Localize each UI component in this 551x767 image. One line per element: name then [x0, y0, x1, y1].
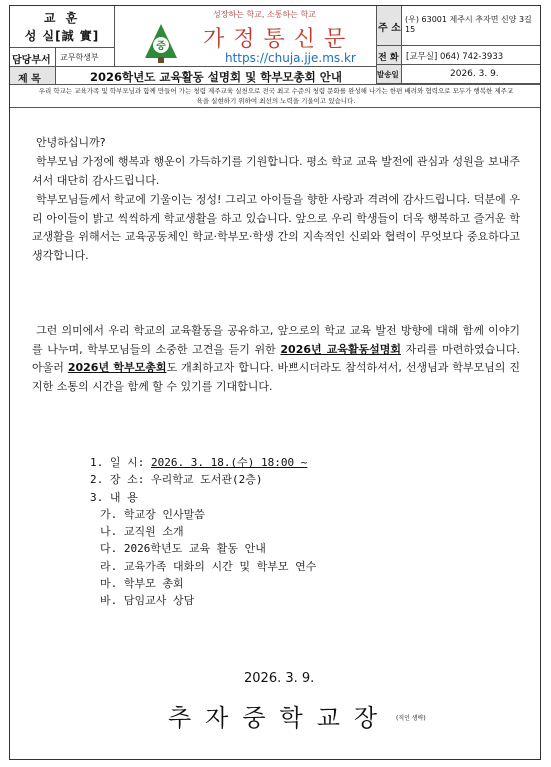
event-place: 2. 장 소: 우리학교 도서관(2층) [90, 473, 263, 487]
slogan: 성장하는 학교, 소통하는 학교 [213, 10, 316, 19]
brand-box [114, 6, 377, 67]
phone-value: [교무실] 064) 742-3933 [406, 52, 504, 62]
paragraph-2: 학부모님들께서 학교에 기울이는 정성! 그리고 아이들을 향한 사랑과 격려에 감사드립니다. 덕분에 우리 아이들이 밝고 씩씩하게 학교생활을 하고 있습니다. 앞으로 우리 학생들이 더욱 행복하고 즐거운 학교생활을 위해서는 교육공동체인 학교·학부모·학생 간의 지속적인 신뢰와 협력이 무엇보다 중요하다고 생각합니다. [32, 193, 520, 262]
content-item: 가. 학교장 인사말씀 [100, 507, 205, 521]
paragraph-3-part-b: 자리를 마련하였습니다. 아울러 [32, 342, 521, 375]
dept-value-cell [55, 47, 115, 67]
paragraph-3-part-c: 도 개최하고자 합니다. 바쁘시더라도 참석하셔서, 선생님과 학부모님의 진지한 소통의 시간을 함께 할 수 있기를 기대합니다. [32, 361, 521, 393]
paragraph-1: 학부모님 가정에 행복과 행운이 가득하기를 기원합니다. 평소 학교 교육 발전에 관심과 성원을 보내주셔서 대단히 감사드립니다. [32, 155, 520, 187]
event-date-value: 2026. 3. 18.(수) 18:00 ~ [151, 456, 308, 469]
phone-value-cell [401, 45, 540, 65]
issue-label-cell [376, 64, 402, 84]
paragraph-3 [32, 322, 520, 396]
event-briefing-session: 2026년 교육활동설명회 [280, 342, 401, 356]
mission-text: 우리 학교는 교육가족 및 학부모님과 함께 만들어 가는 청렴 제주교육 실천으로 전국 최고 수준의 청렴 문화를 완성해 나가는 한편 배려와 협력으로 모두가 행복한 제주교육을 실현하기 위하여 최선의 노력을 기울이고 있습니다. [38, 87, 514, 105]
greeting: 안녕하십니까? [36, 136, 106, 149]
issue-label: 발송일 [377, 70, 399, 79]
content-item: 라. 교육가족 대화의 시간 및 학부모 연수 [100, 559, 317, 573]
content-item: 바. 담임교사 상담 [100, 594, 195, 608]
dept-label-cell [10, 47, 56, 67]
content-item: 다. 2026학년도 교육 활동 안내 [100, 542, 266, 556]
motto-text: 성 실[誠 實] [24, 29, 100, 43]
subject-label-cell [10, 66, 56, 85]
footer-date: 2026. 3. 9. [244, 671, 315, 686]
publication-title: 가 정 통 신 문 [203, 27, 347, 52]
mission-box [10, 84, 540, 108]
motto-box [10, 6, 115, 48]
event-date-row [90, 454, 316, 471]
event-details [90, 454, 316, 610]
paragraph-3-part-a: 그런 의미에서 우리 학교의 교육활동을 공유하고, 앞으로의 학교 교육 발전 방향에 대해 함께 이야기를 나누며, 학부모님들의 소중한 고견을 듣기 위한 [32, 324, 520, 356]
address-value: (우) 63001 제주시 추자면 신양 3길 15 [405, 15, 532, 34]
school-logo-icon [143, 24, 179, 64]
event-date-label: 1. 일 시: [90, 456, 151, 469]
seal-omitted: (직인 생략) [396, 715, 426, 722]
event-content-label: 3. 내 용 [90, 490, 138, 504]
content-item: 마. 학부모 총회 [100, 577, 184, 591]
svg-text:중: 중 [156, 41, 166, 52]
subject-title: 2026학년도 교육활동 설명회 및 학부모총회 안내 [90, 70, 342, 84]
issue-date: 2026. 3. 9. [450, 69, 499, 79]
subject-value-cell [55, 66, 377, 85]
content-item: 나. 교직원 소개 [100, 525, 184, 539]
school-url[interactable]: https://chuja.jje.ms.kr [225, 51, 356, 65]
newsletter-header [10, 6, 540, 124]
dept-value: 교무학생부 [60, 53, 99, 62]
motto-label: 교 훈 [43, 11, 81, 25]
newsletter-page [9, 5, 541, 760]
phone-label: 전 화 [378, 53, 399, 63]
subject-label: 제 목 [18, 74, 41, 85]
issue-value-cell [401, 64, 540, 84]
phone-label-cell [376, 45, 402, 65]
principal-signature: 추자중학교장 [168, 704, 392, 732]
address-label-cell [376, 6, 402, 46]
address-label: 주 소 [378, 23, 401, 34]
event-parents-meeting: 2026년 학부모총회 [67, 361, 167, 375]
dept-label: 담당부서 [12, 55, 51, 66]
address-value-cell [401, 6, 540, 46]
